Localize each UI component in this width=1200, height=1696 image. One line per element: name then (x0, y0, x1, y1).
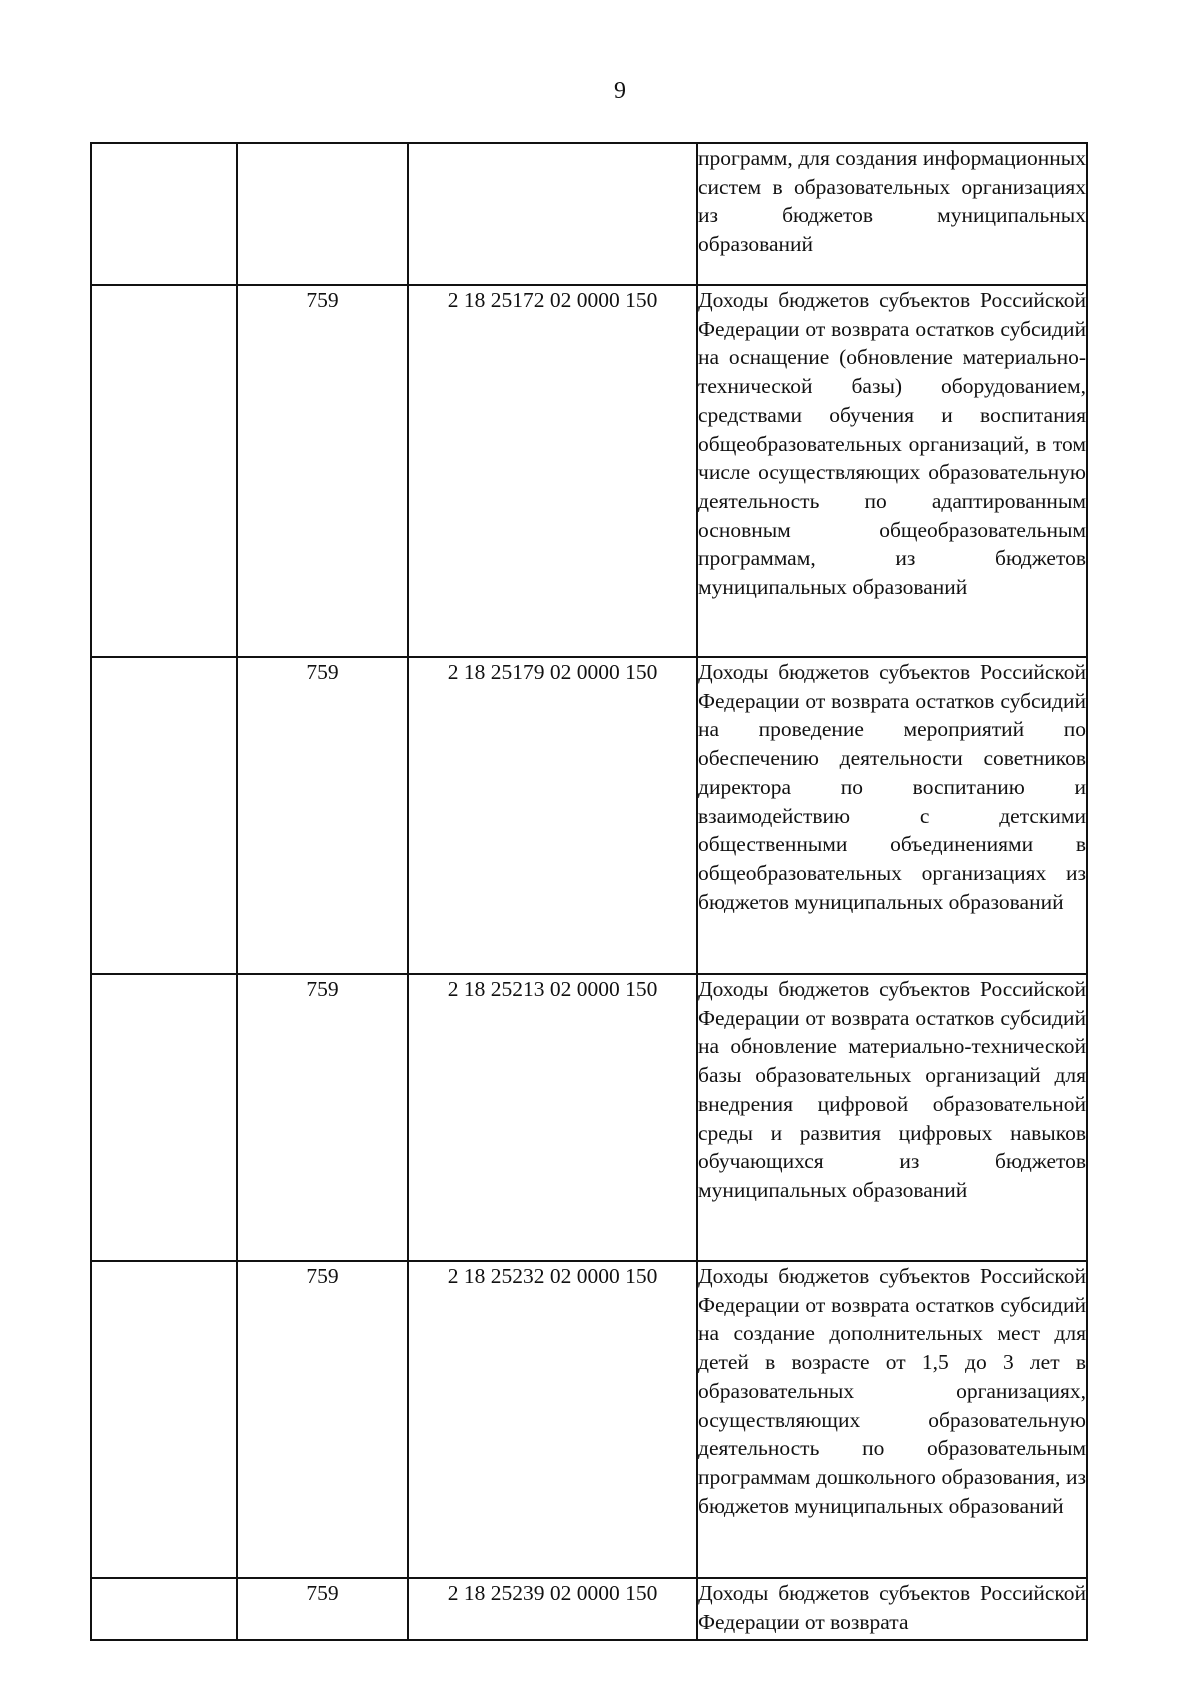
admin-code-cell: 759 (237, 657, 408, 974)
description-cell: Доходы бюджетов субъектов Российской Федерации от возврата остатков субсидий на обновление материально-технической базы образовательных организаций для внедрения цифровой образовательной среды и развития цифровых навыков обучающихся из бюджетов муниципальных образований (697, 974, 1087, 1261)
empty-cell (91, 285, 237, 657)
kbk-code-cell: 2 18 25239 02 0000 150 (408, 1578, 697, 1640)
admin-code-cell: 759 (237, 974, 408, 1261)
table-row (91, 143, 1087, 285)
kbk-code-cell: 2 18 25232 02 0000 150 (408, 1261, 697, 1578)
table-row (91, 1261, 1087, 1578)
kbk-code-cell: 2 18 25213 02 0000 150 (408, 974, 697, 1261)
empty-cell (91, 657, 237, 974)
page-number: 9 (614, 78, 626, 104)
admin-code-cell: 759 (237, 1578, 408, 1640)
table-row (91, 1578, 1087, 1640)
empty-cell (91, 974, 237, 1261)
kbk-code-cell: 2 18 25179 02 0000 150 (408, 657, 697, 974)
revenue-codes-table (90, 142, 1088, 1641)
table-row (91, 974, 1087, 1261)
admin-code-cell (237, 143, 408, 285)
kbk-code-cell (408, 143, 697, 285)
description-cell: программ, для создания информационных систем в образовательных организациях из бюджетов муниципальных образований (697, 143, 1087, 285)
empty-cell (91, 143, 237, 285)
admin-code-cell: 759 (237, 285, 408, 657)
kbk-code-cell: 2 18 25172 02 0000 150 (408, 285, 697, 657)
description-cell: Доходы бюджетов субъектов Российской Федерации от возврата остатков субсидий на проведение мероприятий по обеспечению деятельности советников директора по воспитанию и взаимодействию с детскими общественными объединениями в общеобразовательных организациях из бюджетов муниципальных образований (697, 657, 1087, 974)
description-cell: Доходы бюджетов субъектов Российской Федерации от возврата (697, 1578, 1087, 1640)
empty-cell (91, 1261, 237, 1578)
empty-cell (91, 1578, 237, 1640)
admin-code-cell: 759 (237, 1261, 408, 1578)
description-cell: Доходы бюджетов субъектов Российской Федерации от возврата остатков субсидий на создание дополнительных мест для детей в возрасте от 1,5 до 3 лет в образовательных организациях, осуществляющих образовательную деятельность по образовательным программам дошкольного образования, из бюджетов муниципальных образований (697, 1261, 1087, 1578)
table-row (91, 657, 1087, 974)
description-cell: Доходы бюджетов субъектов Российской Федерации от возврата остатков субсидий на оснащение (обновление материально-технической базы) оборудованием, средствами обучения и воспитания общеобразовательных организаций, в том числе осуществляющих образовательную деятельность по адаптированным основным общеобразовательным программам, из бюджетов муниципальных образований (697, 285, 1087, 657)
table-row (91, 285, 1087, 657)
